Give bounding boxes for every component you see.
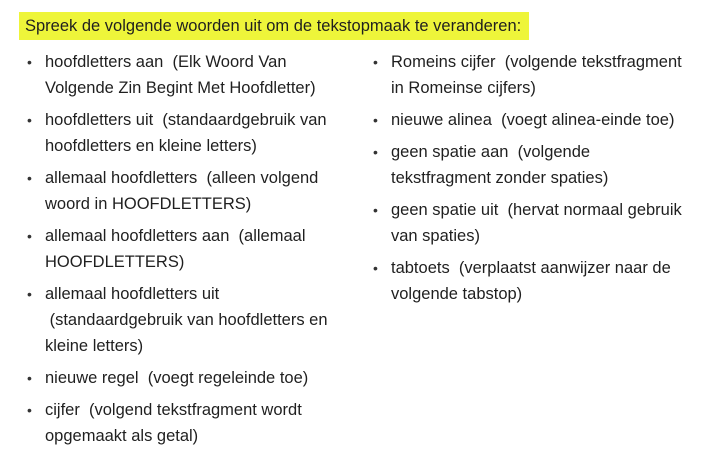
bullet-icon: • <box>27 402 32 418</box>
bullet-icon: • <box>27 370 32 386</box>
list-item <box>373 49 693 101</box>
command-description: (alleen volgend woord in HOOFDLETTERS) <box>45 169 319 213</box>
command-description: (allemaal HOOFDLETTERS) <box>45 227 306 271</box>
command-name: allemaal hoofdletters uit <box>45 285 220 303</box>
list-item <box>373 197 693 249</box>
bullet-icon: • <box>27 170 32 186</box>
command-name: geen spatie uit <box>391 201 499 219</box>
command-name: tabtoets <box>391 259 450 277</box>
bullet-icon: • <box>27 112 32 128</box>
list-item <box>27 165 342 217</box>
bullet-icon: • <box>373 144 378 160</box>
left-command-list <box>27 49 342 455</box>
list-item <box>27 281 342 359</box>
list-item <box>373 139 693 191</box>
command-name: Romeins cijfer <box>391 53 496 71</box>
command-description: (voegt regeleinde toe) <box>147 369 309 387</box>
command-description: (voegt alinea-einde toe) <box>501 111 675 129</box>
list-item <box>373 107 693 133</box>
command-description: (hervat normaal gebruik van spaties) <box>391 201 682 245</box>
command-description: (Elk Woord Van Volgende Zin Begint Met Hoofdletter) <box>45 53 316 97</box>
command-name: geen spatie aan <box>391 143 509 161</box>
bullet-icon: • <box>373 260 378 276</box>
command-description: (volgende tekstfragment zonder spaties) <box>391 143 609 187</box>
list-item <box>373 255 693 307</box>
bullet-icon: • <box>373 112 378 128</box>
bullet-icon: • <box>373 202 378 218</box>
list-item <box>27 365 342 391</box>
command-name: cijfer <box>45 401 80 419</box>
command-description: (standaardgebruik van hoofdletters en kleine letters) <box>45 111 327 155</box>
list-item <box>27 49 342 101</box>
list-item <box>27 223 342 275</box>
instruction-heading: Spreek de volgende woorden uit om de tekstopmaak te veranderen: <box>19 12 529 40</box>
bullet-icon: • <box>373 54 378 70</box>
command-description: (volgende tekstfragment in Romeinse cijfers) <box>391 53 682 97</box>
command-description: (verplaatst aanwijzer naar de volgende tabstop) <box>391 259 671 303</box>
command-name: allemaal hoofdletters <box>45 169 198 187</box>
command-name: hoofdletters aan <box>45 53 164 71</box>
list-item <box>27 397 342 449</box>
command-name: allemaal hoofdletters aan <box>45 227 230 245</box>
bullet-icon: • <box>27 286 32 302</box>
right-command-list <box>373 49 693 313</box>
command-name: nieuwe alinea <box>391 111 492 129</box>
command-description: (volgend tekstfragment wordt opgemaakt als getal) <box>45 401 302 445</box>
command-name: hoofdletters uit <box>45 111 154 129</box>
list-item <box>27 107 342 159</box>
command-description: (standaardgebruik van hoofdletters en kleine letters) <box>45 311 328 355</box>
command-name: nieuwe regel <box>45 369 139 387</box>
bullet-icon: • <box>27 228 32 244</box>
bullet-icon: • <box>27 54 32 70</box>
